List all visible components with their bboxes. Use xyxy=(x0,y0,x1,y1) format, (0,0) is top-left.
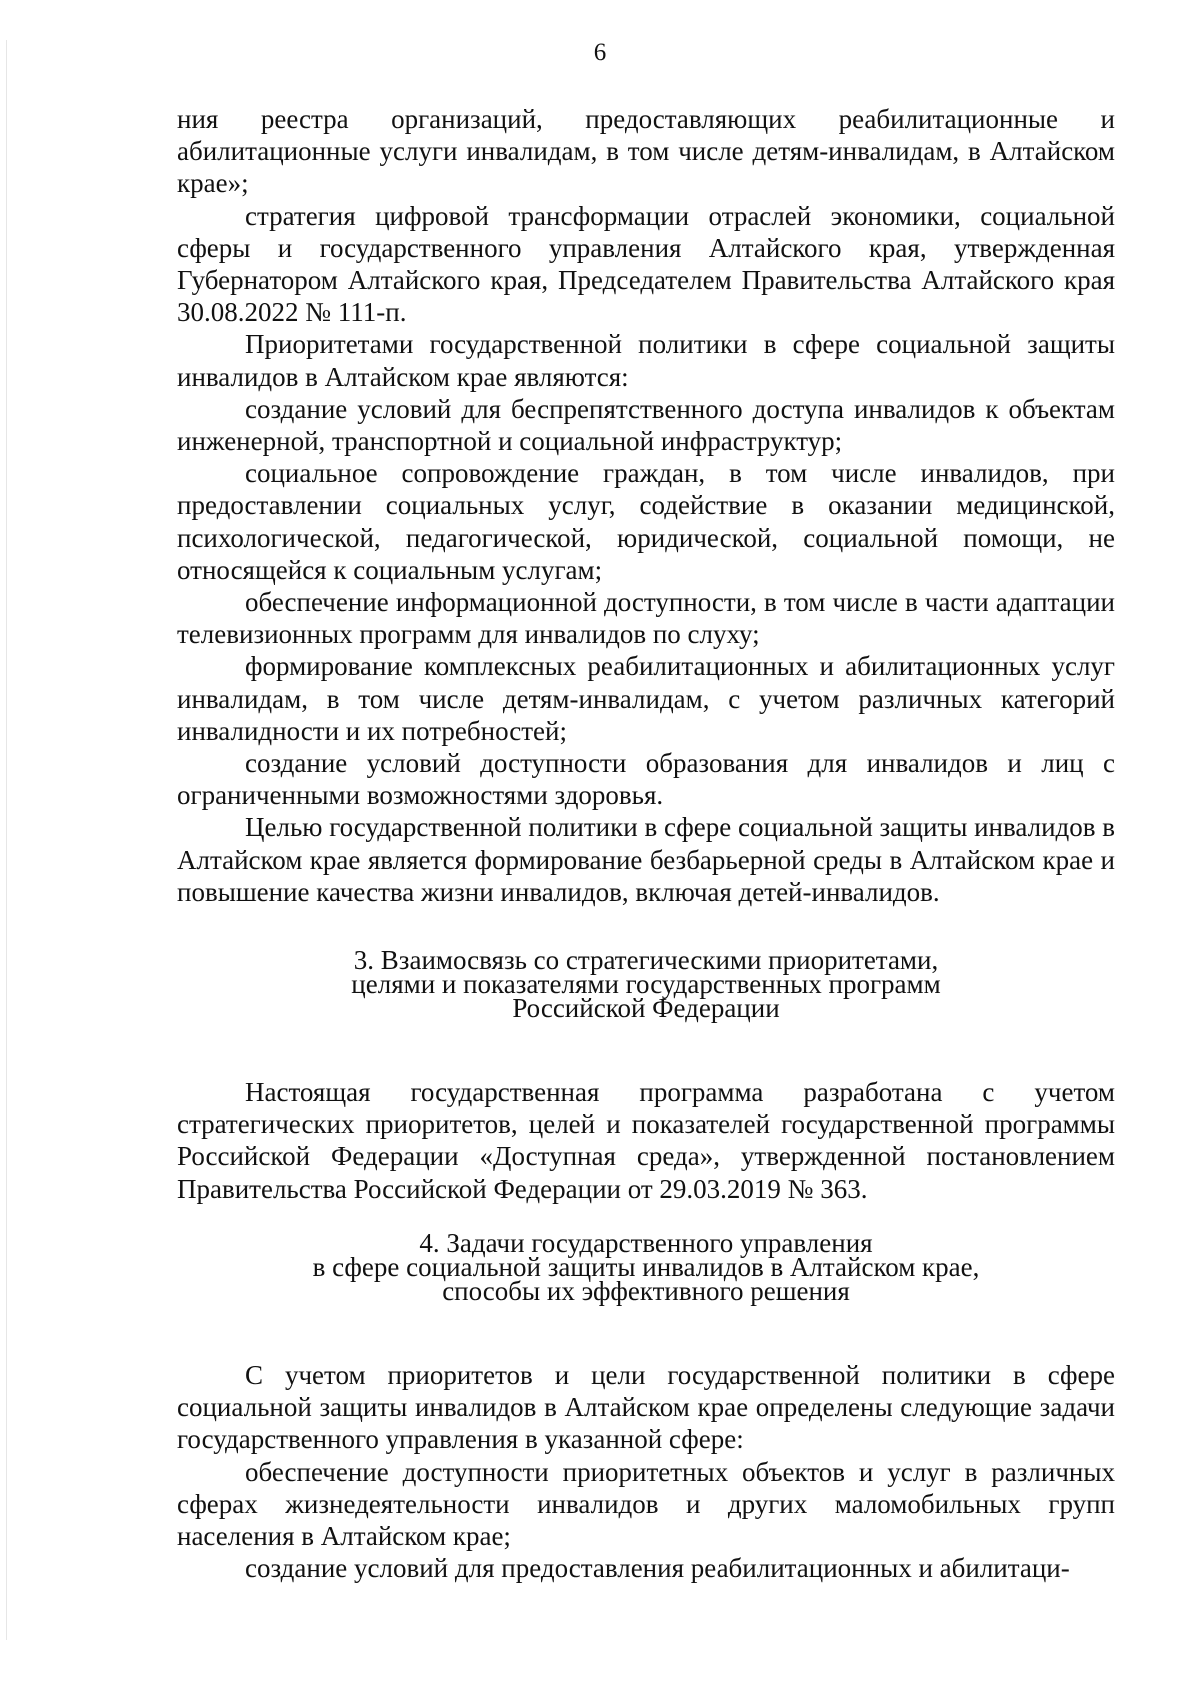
paragraph: стратегия цифровой трансформации отраслей экономики, социальной сферы и государственного управления Алтайского края, утвержденная Губернатором Алтайского края, Председателем Правительства Алтайского края 30.08.2022 № 111-п. xyxy=(177,200,1115,328)
heading-line: 4. Задачи государственного управления xyxy=(419,1227,873,1258)
paragraph: социальное сопровождение граждан, в том числе инвалидов, при предоставлении социальных услуг, содействие в оказании медицинской, психологической, педагогической, юридической, социальной помощи, не относящейся к социальным услугам; xyxy=(177,458,1115,585)
paragraph: ния реестра организаций, предоставляющих реабилитационные и абилитационные услуги инвалидам, в том числе детям-инвалидам, в Алтайском крае»; xyxy=(177,104,1115,199)
section-3-heading xyxy=(177,945,1115,1024)
paragraph: С учетом приоритетов и цели государственной политики в сфере социальной защиты инвалидов в Алтайском крае определены следующие задачи государственного управления в указанной сфере: xyxy=(177,1359,1115,1455)
paragraph: Приоритетами государственной политики в сфере социальной защиты инвалидов в Алтайском крае являются: xyxy=(177,329,1115,392)
paragraph: создание условий доступности образования для инвалидов и лиц с ограниченными возможностями здоровья. xyxy=(177,748,1115,811)
paragraph: Целью государственной политики в сфере социальной защиты инвалидов в Алтайском крае является формирование безбарьерной среды в Алтайском крае и повышение качества жизни инвалидов, включая детей-инвалидов. xyxy=(177,812,1116,907)
paragraph: формирование комплексных реабилитационных и абилитационных услуг инвалидам, в том числе детям-инвалидам, с учетом различных категорий инвалидности и их потребностей; xyxy=(177,651,1115,746)
paragraph: создание условий для предоставления реабилитационных и абилитаци- xyxy=(245,1553,1070,1584)
section-4-heading xyxy=(177,1227,1115,1306)
paragraph: создание условий для беспрепятственного доступа инвалидов к объектам инженерной, транспортной и социальной инфраструктур; xyxy=(177,393,1115,457)
paragraph: Настоящая государственная программа разработана с учетом стратегических приоритетов, целей и показателей государственной программы Российской Федерации «Доступная среда», утвержденной постановлением Правительства Российской Федерации от 29.03.2019 № 363. xyxy=(177,1077,1115,1204)
heading-line: целями и показателями государственных программ xyxy=(351,969,941,1000)
paragraph: обеспечение информационной доступности, в том числе в части адаптации телевизионных программ для инвалидов по слуху; xyxy=(177,587,1115,650)
heading-line: Российской Федерации xyxy=(512,993,780,1024)
heading-line: способы их эффективного решения xyxy=(442,1275,850,1306)
heading-line: 3. Взаимосвязь со стратегическими приоритетами, xyxy=(353,945,939,976)
scan-edge-line xyxy=(6,40,7,1640)
paragraph: обеспечение доступности приоритетных объектов и услуг в различных сферах жизнедеятельности инвалидов и других маломобильных групп населения в Алтайском крае; xyxy=(177,1456,1115,1551)
document-body xyxy=(177,103,1115,1584)
heading-line: в сфере социальной защиты инвалидов в Алтайском крае, xyxy=(312,1251,980,1282)
page-number: 6 xyxy=(593,39,607,66)
